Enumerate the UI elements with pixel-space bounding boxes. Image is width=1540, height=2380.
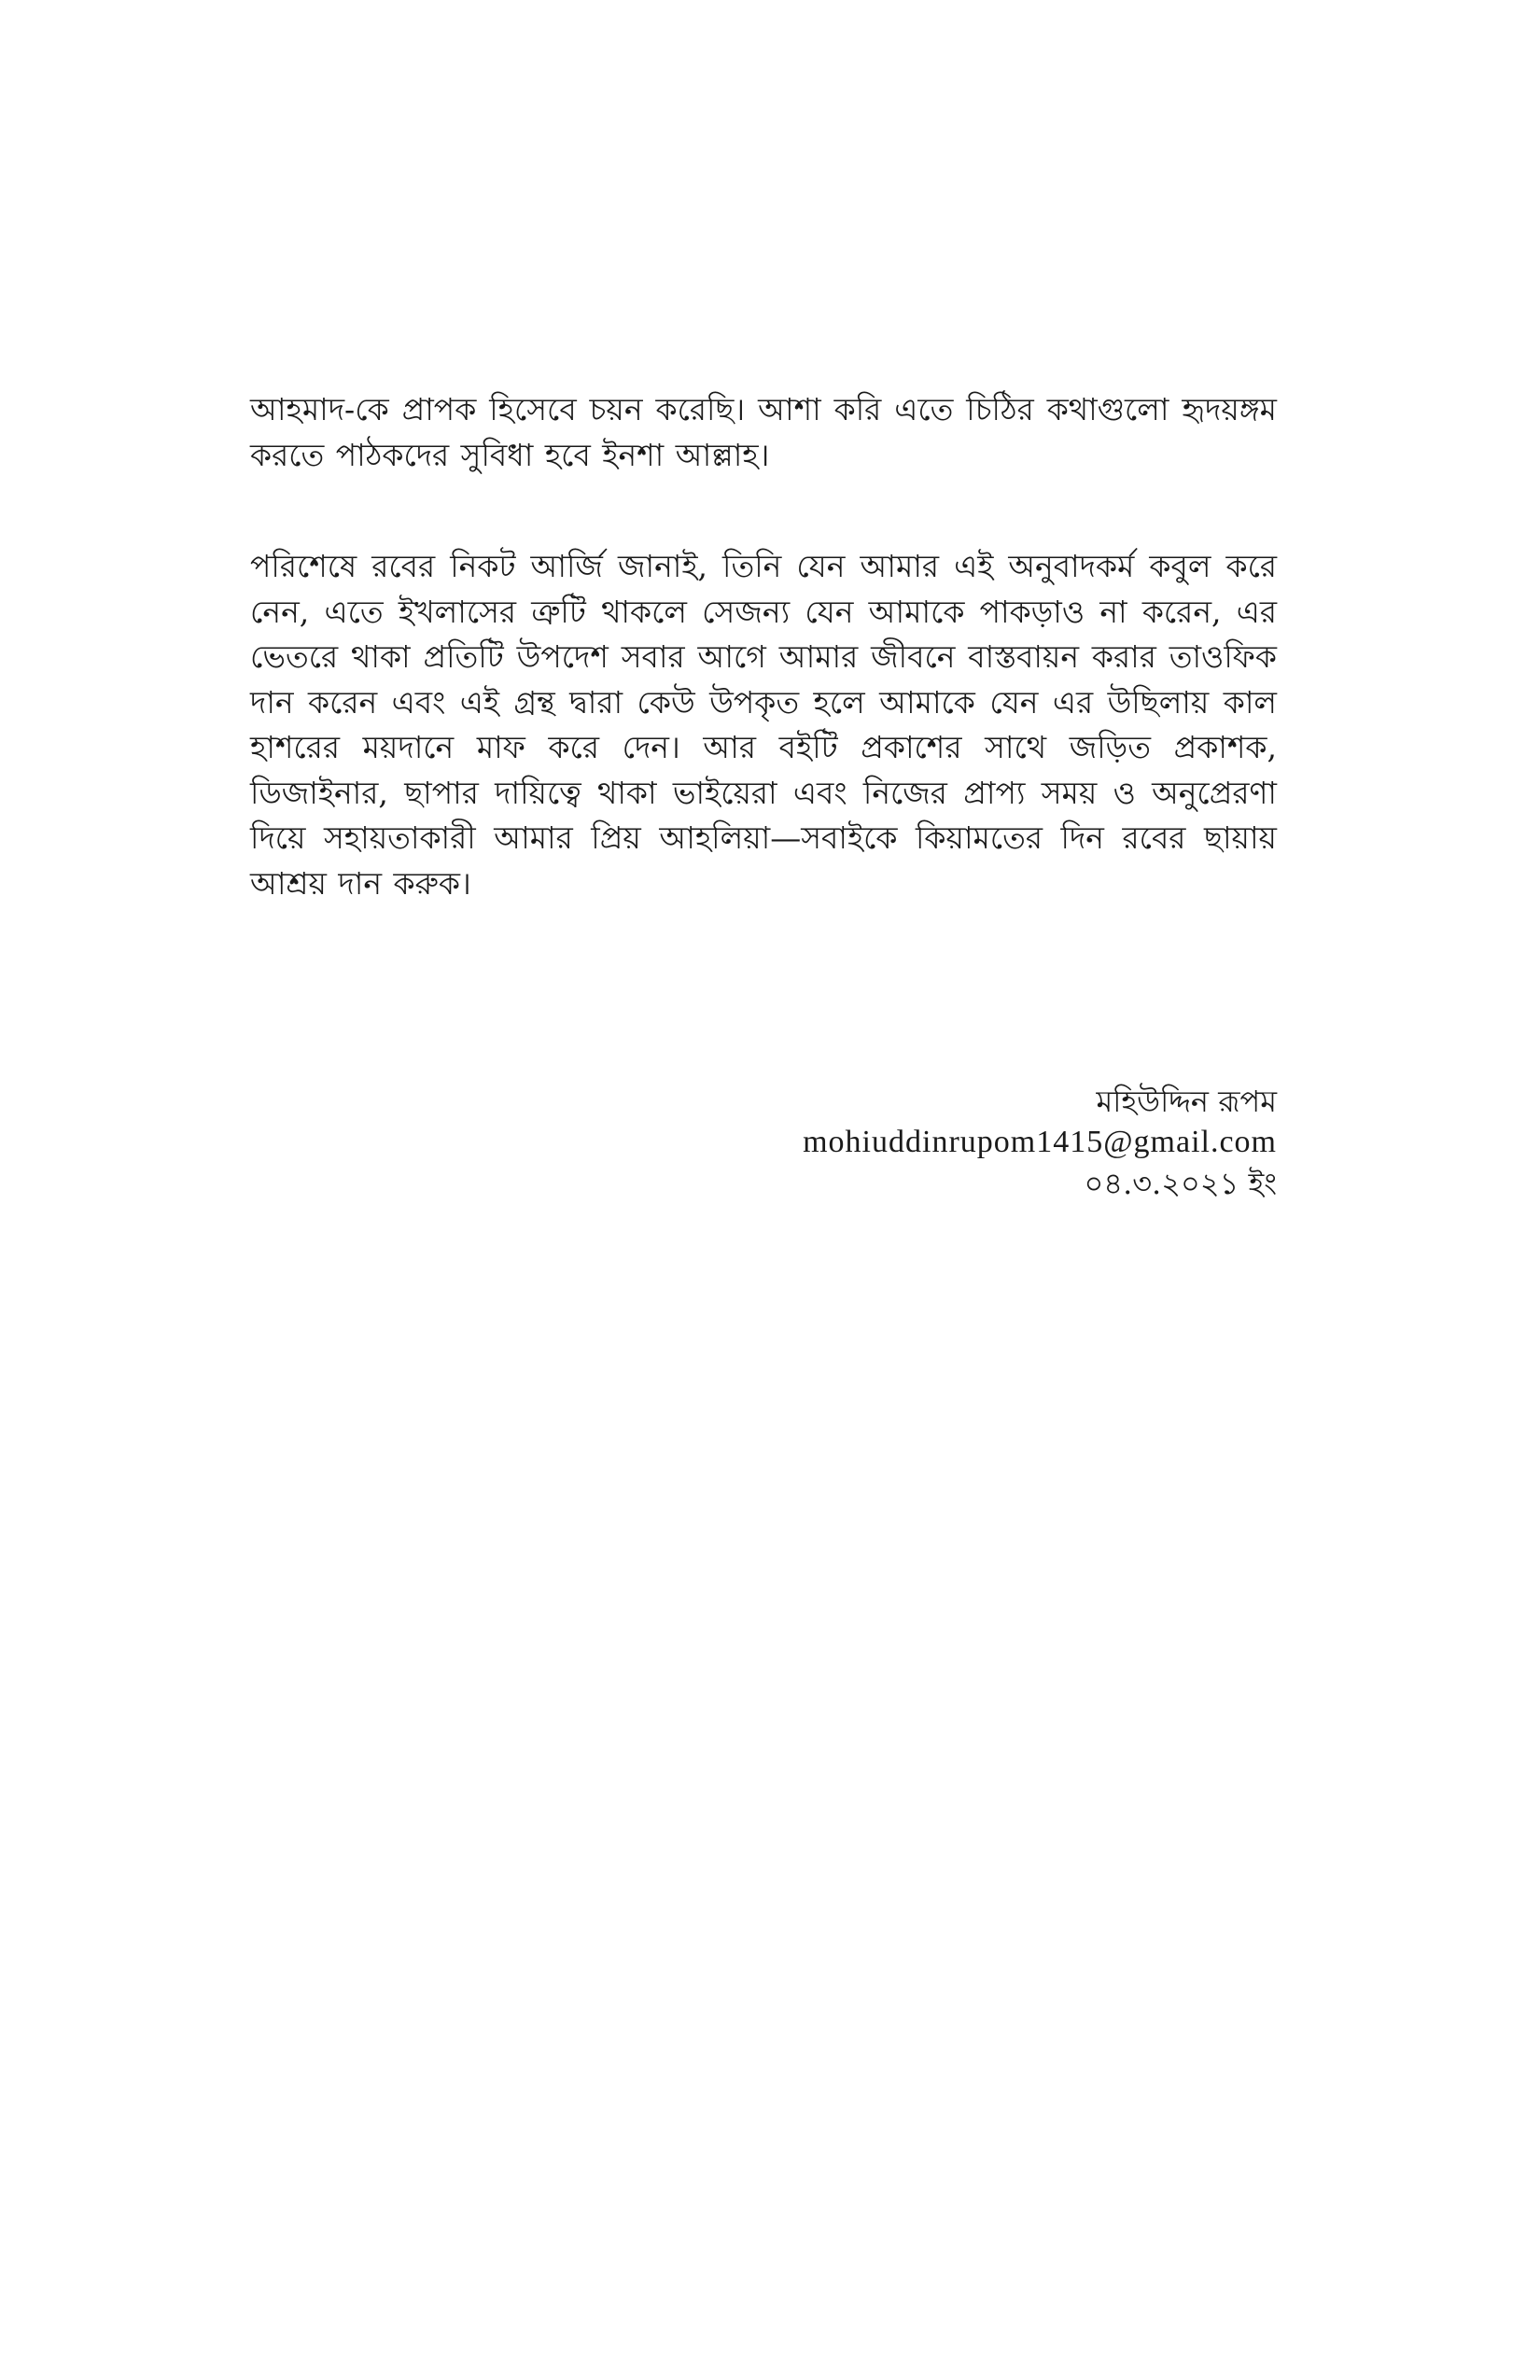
signature-date: ০৪.৩.২০২১ ইং [1084, 1166, 1277, 1201]
paragraph-closing-prayer: পরিশেষে রবের নিকট আর্জি জানাই, তিনি যেন আমার এই অনুবাদকর্ম কবুল করে নেন, এতে ইখলাসের ত্রুটি থাকলে সেজন্য যেন আমাকে পাকড়াও না করেন, এর ভেতরে থাকা প্রতিটি উপদেশ সবার আগে আমার জীবনে বাস্তবায়ন করার তাওফিক দান করেন এবং এই গ্রন্থ দ্বারা কেউ উপকৃত হলে আমাকে যেন এর উছিলায় কাল হাশরের ময়দানে মাফ করে দেন। আর বইটি প্রকাশের সাথে জড়িত প্রকাশক, ডিজাইনার, ছাপার দায়িত্বে থাকা ভাইয়েরা এবং নিজের প্রাপ্য সময় ও অনুপ্রেরণা দিয়ে সহায়তাকারী আমার প্রিয় আহলিয়া—সবাইকে কিয়ামতের দিন রবের ছায়ায় আশ্রয় দান করুক। [250, 548, 1277, 902]
author-name: মহিউদ্দিন রূপম [1096, 1084, 1277, 1119]
paragraph-intro-continuation: আহমাদ-কে প্রাপক হিসেবে চয়ন করেছি। আশা করি এতে চিঠির কথাগুলো হৃদয়ঙ্গম করতে পাঠকদের সুবিধা হবে ইনশা আল্লাহ। [250, 391, 1277, 473]
author-email: mohiuddinrupom1415@gmail.com [803, 1125, 1277, 1159]
signature-block [803, 1081, 1277, 1204]
